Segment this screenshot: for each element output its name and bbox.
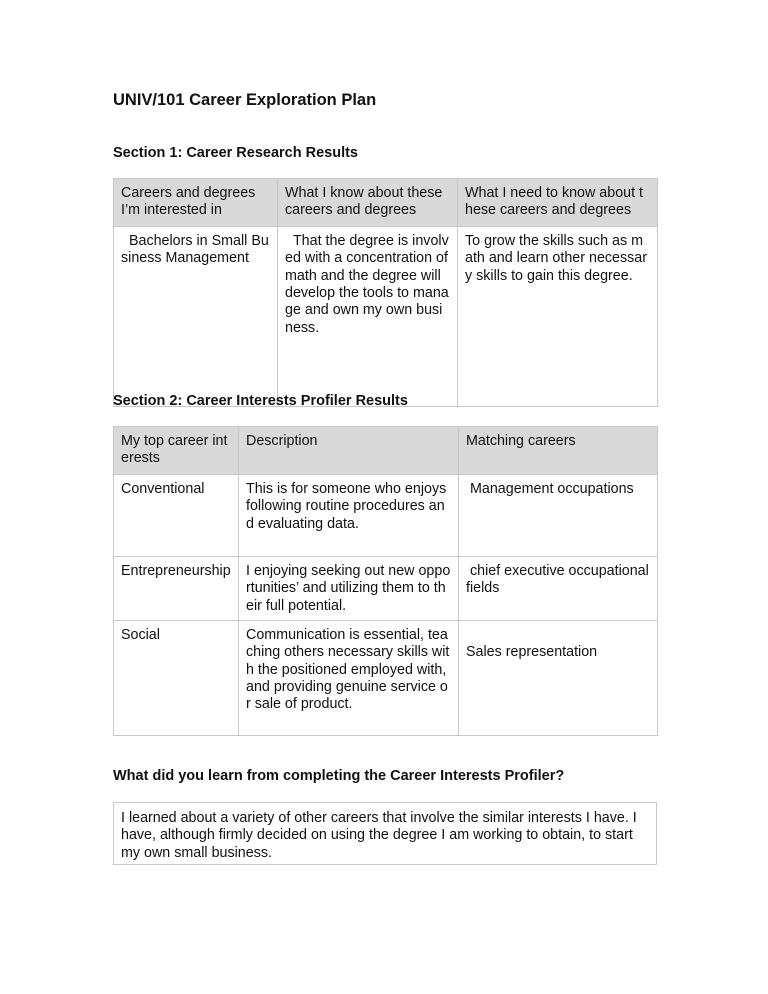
table-header-row [114, 427, 658, 475]
column-header: My top career interests [114, 427, 239, 475]
table-cell: That the degree is involved with a concentration of math and the degree will develop the tools to manage and own my own business. [278, 226, 458, 406]
table-cell: To grow the skills such as math and learn other necessary skills to gain this degree. [458, 226, 658, 406]
table-header-row [114, 179, 658, 227]
reflection-question: What did you learn from completing the Career Interests Profiler? [113, 768, 565, 784]
table-row [114, 620, 658, 735]
column-header: Matching careers [459, 427, 658, 475]
table-cell: I enjoying seeking out new opportunities’ and utilizing them to their full potential. [239, 556, 459, 620]
section2-heading: Section 2: Career Interests Profiler Results [113, 393, 408, 409]
column-header: What I need to know about these careers and degrees [458, 179, 658, 227]
table-cell: Sales representation [459, 620, 658, 735]
table-row [114, 226, 658, 406]
table-row [114, 474, 658, 556]
column-header: Careers and degrees I’m interested in [114, 179, 278, 227]
table-row [114, 556, 658, 620]
column-header: What I know about these careers and degrees [278, 179, 458, 227]
page-title: UNIV/101 Career Exploration Plan [113, 91, 377, 109]
table-cell: Entrepreneurship [114, 556, 239, 620]
career-research-table [113, 178, 658, 407]
table-cell: Conventional [114, 474, 239, 556]
table-cell: Management occupations [459, 474, 658, 556]
column-header: Description [239, 427, 459, 475]
table-cell: Bachelors in Small Business Management [114, 226, 278, 406]
section1-heading: Section 1: Career Research Results [113, 145, 358, 161]
reflection-answer-text: I learned about a variety of other careers that involve the similar interests I have. I have, although firmly decided on using the degree I am working to obtain, to start my own small business. [121, 810, 637, 861]
reflection-answer-box [113, 802, 657, 865]
career-interests-table [113, 426, 658, 736]
table-cell: Communication is essential, teaching others necessary skills with the positioned employed with, and providing genuine service or sale of product. [239, 620, 459, 735]
table-cell: Social [114, 620, 239, 735]
table-cell: This is for someone who enjoys following routine procedures and evaluating data. [239, 474, 459, 556]
table-cell: chief executive occupational fields [459, 556, 658, 620]
